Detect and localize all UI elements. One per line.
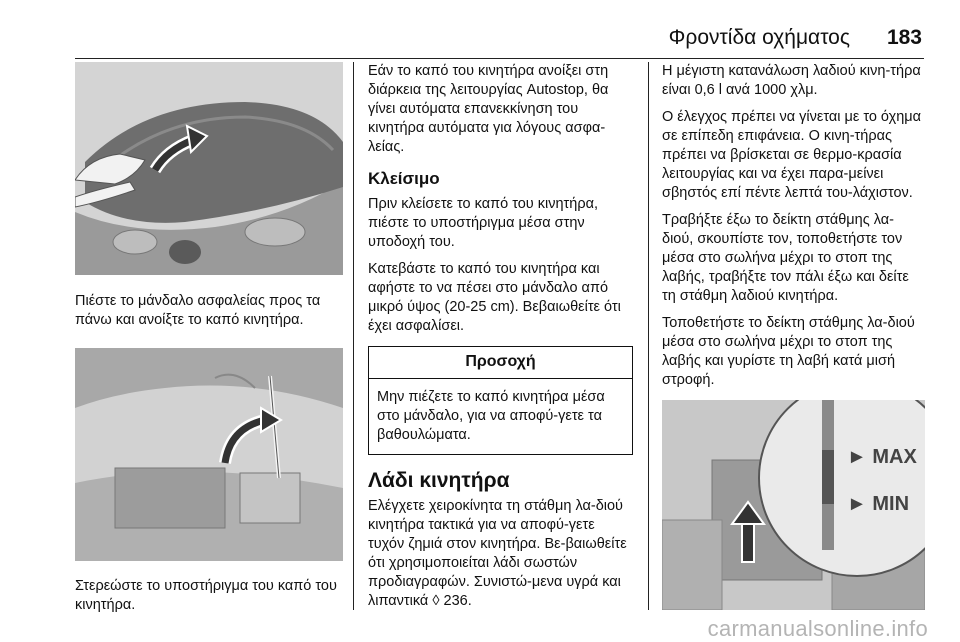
engine-oil-heading: Λάδι κινητήρα	[368, 469, 510, 492]
page-number: 183	[886, 26, 922, 49]
column-3	[662, 62, 925, 610]
closing-heading: Κλείσιμο	[368, 169, 440, 188]
closing-paragraph-2: Κατεβάστε το καπό του κινητήρα και αφήστε το να πέσει στο μάνδαλο από μικρό ύψος (20-25 cm). Βεβαιωθείτε ότι έχει ασφαλίσει.	[368, 261, 621, 334]
dipstick-check-paragraph: Τραβήξτε έξω το δείκτη στάθμης λα-διού, σκουπίστε τον, τοποθετήστε τον μέσα στο σωλήνα μέχρι το στοπ της λαβής, τραβήξτε τον πάλι έξω και δείτε τη στάθμη λαδιού κινητήρα.	[662, 212, 909, 304]
caution-title: Προσοχή	[369, 347, 632, 379]
header-rule	[75, 58, 924, 59]
engine-oil-paragraph: Ελέγχετε χειροκίνητα τη στάθμη λα-διού κινητήρα τακτικά για να αποφύ-γετε τυχόν ζημιά στον κινητήρα. Βε-βαιωθείτε ότι χρησιμοποιείται λάδι σωστών προδιαγραφών. Συνιστώ-μενα υγρά και λιπαντικά ◊ 236.	[368, 498, 627, 609]
dipstick-illustration	[662, 400, 925, 610]
figure-hood-latch	[75, 62, 343, 275]
dipstick-min-label: ► MIN	[847, 493, 910, 515]
figure2-caption: Στερεώστε το υποστήριγμα του καπό του κινητήρα.	[75, 578, 337, 613]
column-divider	[648, 62, 649, 610]
column-divider	[353, 62, 354, 610]
hood-open-illustration	[75, 62, 343, 275]
figure1-caption: Πιέστε το μάνδαλο ασφαλείας προς τα πάνω και ανοίξτε το καπό κινητήρα.	[75, 293, 321, 328]
figure-dipstick	[662, 400, 925, 610]
dipstick-insert-paragraph: Τοποθετήστε το δείκτη στάθμης λα-διού μέσα στο σωλήνα μέχρι το στοπ της λαβής και γυρίστε τη λαβή κατά μισή στροφή.	[662, 315, 915, 388]
column-1	[75, 62, 343, 615]
check-conditions-paragraph: Ο έλεγχος πρέπει να γίνεται με το όχημα σε επίπεδη επιφάνεια. Ο κινη-τήρας πρέπει να βρίσκεται σε θερμο-κρασία λειτουργίας και να έχει παρα-μείνει σβηστός επί πέντε λεπτά του-λάχιστον.	[662, 109, 922, 201]
page-header	[0, 0, 960, 60]
caution-text: Μην πιέζετε το καπό κινητήρα μέσα στο μάνδαλο, για να αποφύ-γετε τα βαθουλώματα.	[377, 389, 605, 443]
oil-consumption-paragraph: Η μέγιστη κατανάλωση λαδιού κινη-τήρα είναι 0,6 l ανά 1000 χλμ.	[662, 63, 921, 98]
figure-hood-support	[75, 348, 343, 561]
caution-box	[368, 346, 633, 455]
closing-paragraph-1: Πριν κλείσετε το καπό του κινητήρα, πιέστε το υποστήριγμα μέσα στην υποδοχή του.	[368, 196, 598, 250]
column-2	[368, 62, 633, 619]
watermark: carmanualsonline.info	[707, 616, 928, 641]
section-title: Φροντίδα οχήματος	[668, 26, 850, 49]
autostop-paragraph: Εάν το καπό του κινητήρα ανοίξει στη διάρκεια της λειτουργίας Autostop, θα γίνει αυτόματα επανεκκίνηση του κινητήρα αυτόματα για λόγους ασφα-λείας.	[368, 63, 609, 155]
dipstick-max-label: ► MAX	[847, 446, 917, 468]
hood-support-illustration	[75, 348, 343, 561]
